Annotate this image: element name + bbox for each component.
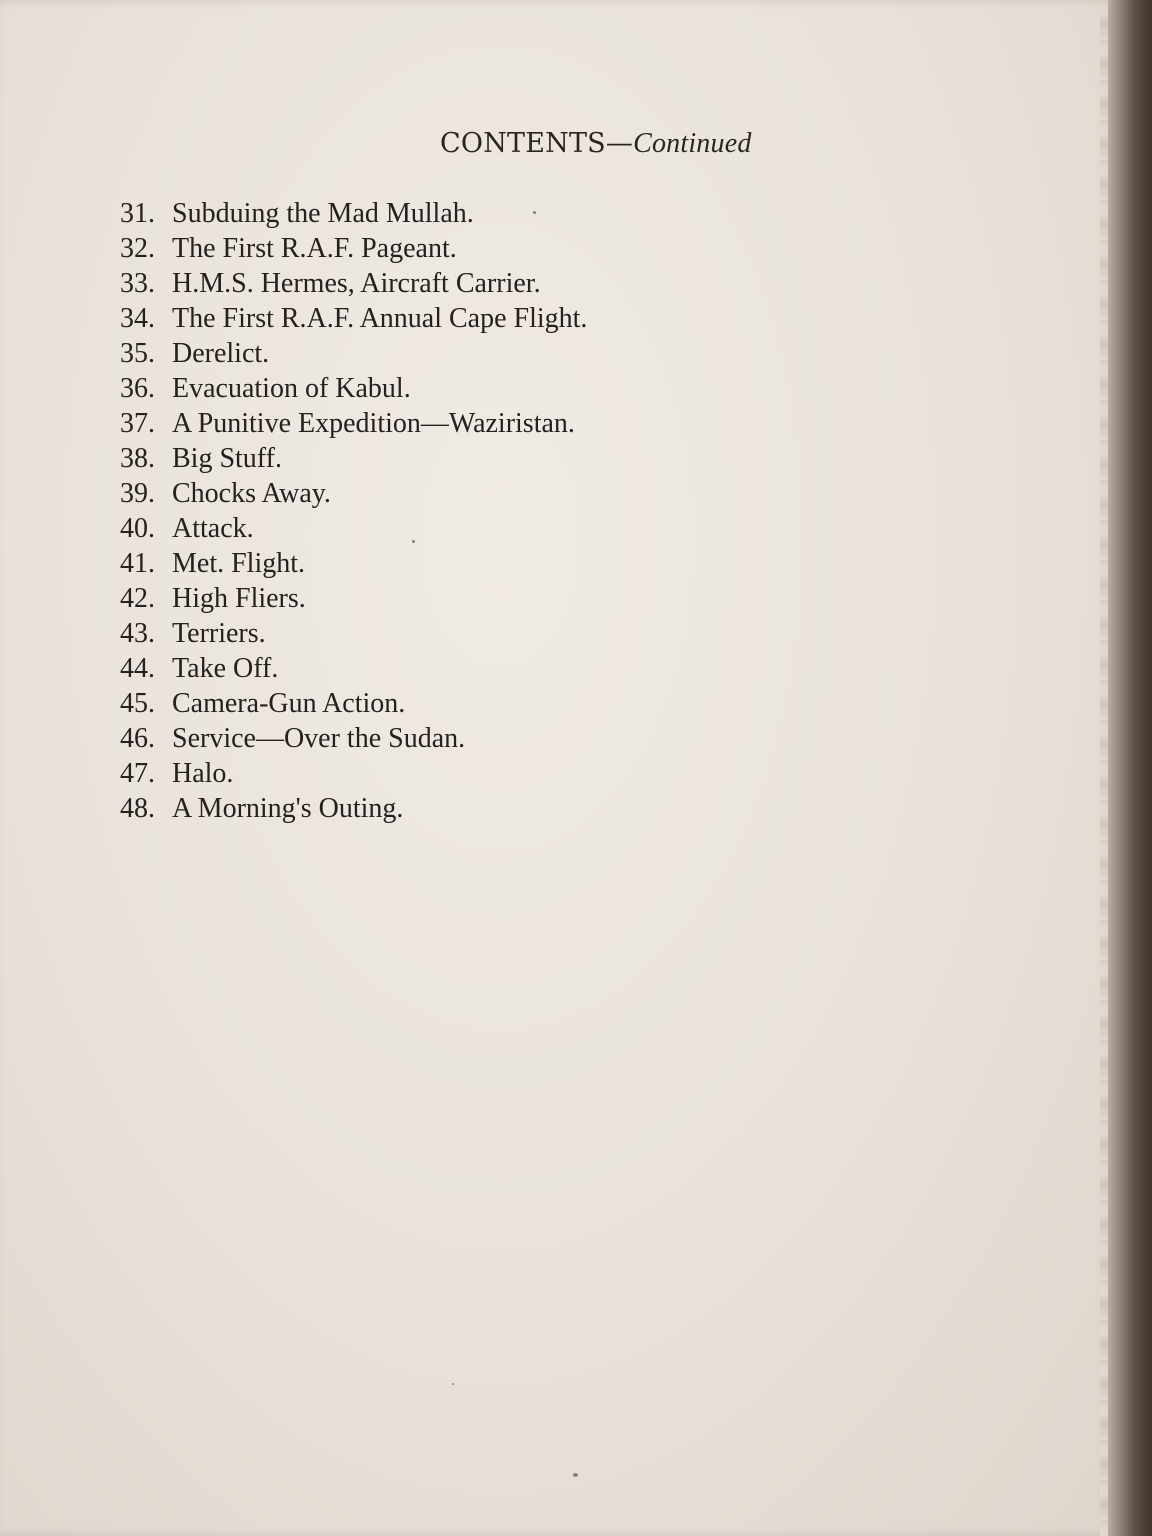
entry-number: 48. bbox=[120, 793, 155, 824]
entry-title: Derelict. bbox=[172, 338, 270, 369]
contents-entry bbox=[120, 266, 587, 301]
contents-entry bbox=[120, 721, 587, 756]
entry-number: 36. bbox=[120, 373, 155, 404]
paper-speck bbox=[412, 540, 415, 543]
entry-title: Evacuation of Kabul. bbox=[172, 373, 411, 404]
entry-number: 35. bbox=[120, 338, 155, 369]
contents-entry bbox=[120, 686, 587, 721]
contents-entry bbox=[120, 756, 587, 791]
entry-number: 39. bbox=[120, 478, 155, 509]
contents-entry bbox=[120, 231, 587, 266]
contents-entry bbox=[120, 546, 587, 581]
entry-number: 34. bbox=[120, 303, 155, 334]
contents-heading bbox=[440, 128, 752, 160]
entry-number: 40. bbox=[120, 513, 155, 544]
entry-title: A Morning's Outing. bbox=[172, 793, 404, 824]
contents-entry bbox=[120, 371, 587, 406]
paper-speck bbox=[533, 211, 536, 214]
entry-title: Service—Over the Sudan. bbox=[172, 723, 466, 754]
entry-title: H.M.S. Hermes, Aircraft Carrier. bbox=[172, 268, 541, 299]
entry-number: 45. bbox=[120, 688, 155, 719]
entry-number: 32. bbox=[120, 233, 155, 264]
contents-entry bbox=[120, 791, 587, 826]
contents-entry bbox=[120, 406, 587, 441]
entry-title: High Fliers. bbox=[172, 583, 306, 614]
entry-title: A Punitive Expedition—Waziristan. bbox=[172, 408, 575, 439]
heading-main: CONTENTS— bbox=[440, 128, 634, 159]
entry-title: Terriers. bbox=[172, 618, 266, 649]
entry-number: 43. bbox=[120, 618, 155, 649]
entry-number: 31. bbox=[120, 198, 155, 229]
contents-entry bbox=[120, 196, 587, 231]
contents-entry bbox=[120, 336, 587, 371]
entry-title: Big Stuff. bbox=[172, 443, 282, 474]
entry-title: Met. Flight. bbox=[172, 548, 306, 579]
entry-title: Subduing the Mad Mullah. bbox=[172, 198, 474, 229]
entry-title: Halo. bbox=[172, 758, 234, 789]
entry-title: Chocks Away. bbox=[172, 478, 331, 509]
contents-entry bbox=[120, 476, 587, 511]
paper-speck bbox=[573, 1473, 578, 1477]
entry-number: 38. bbox=[120, 443, 155, 474]
entry-number: 42. bbox=[120, 583, 155, 614]
contents-entry bbox=[120, 616, 587, 651]
entry-number: 37. bbox=[120, 408, 155, 439]
entry-number: 46. bbox=[120, 723, 155, 754]
entry-title: Attack. bbox=[172, 513, 254, 544]
entry-number: 33. bbox=[120, 268, 155, 299]
entry-title: Camera-Gun Action. bbox=[172, 688, 406, 719]
entry-number: 47. bbox=[120, 758, 155, 789]
contents-entry bbox=[120, 441, 587, 476]
contents-entry bbox=[120, 511, 587, 546]
entry-title: The First R.A.F. Pageant. bbox=[172, 233, 457, 264]
entry-title: The First R.A.F. Annual Cape Flight. bbox=[172, 303, 588, 334]
contents-entry bbox=[120, 651, 587, 686]
paper-speck bbox=[452, 1383, 454, 1385]
entry-number: 41. bbox=[120, 548, 155, 579]
contents-entry bbox=[120, 301, 587, 336]
book-spine-gutter bbox=[1108, 0, 1152, 1536]
contents-entry bbox=[120, 581, 587, 616]
heading-continued: Continued bbox=[633, 128, 752, 159]
contents-list bbox=[120, 196, 587, 826]
entry-title: Take Off. bbox=[172, 653, 279, 684]
entry-number: 44. bbox=[120, 653, 155, 684]
